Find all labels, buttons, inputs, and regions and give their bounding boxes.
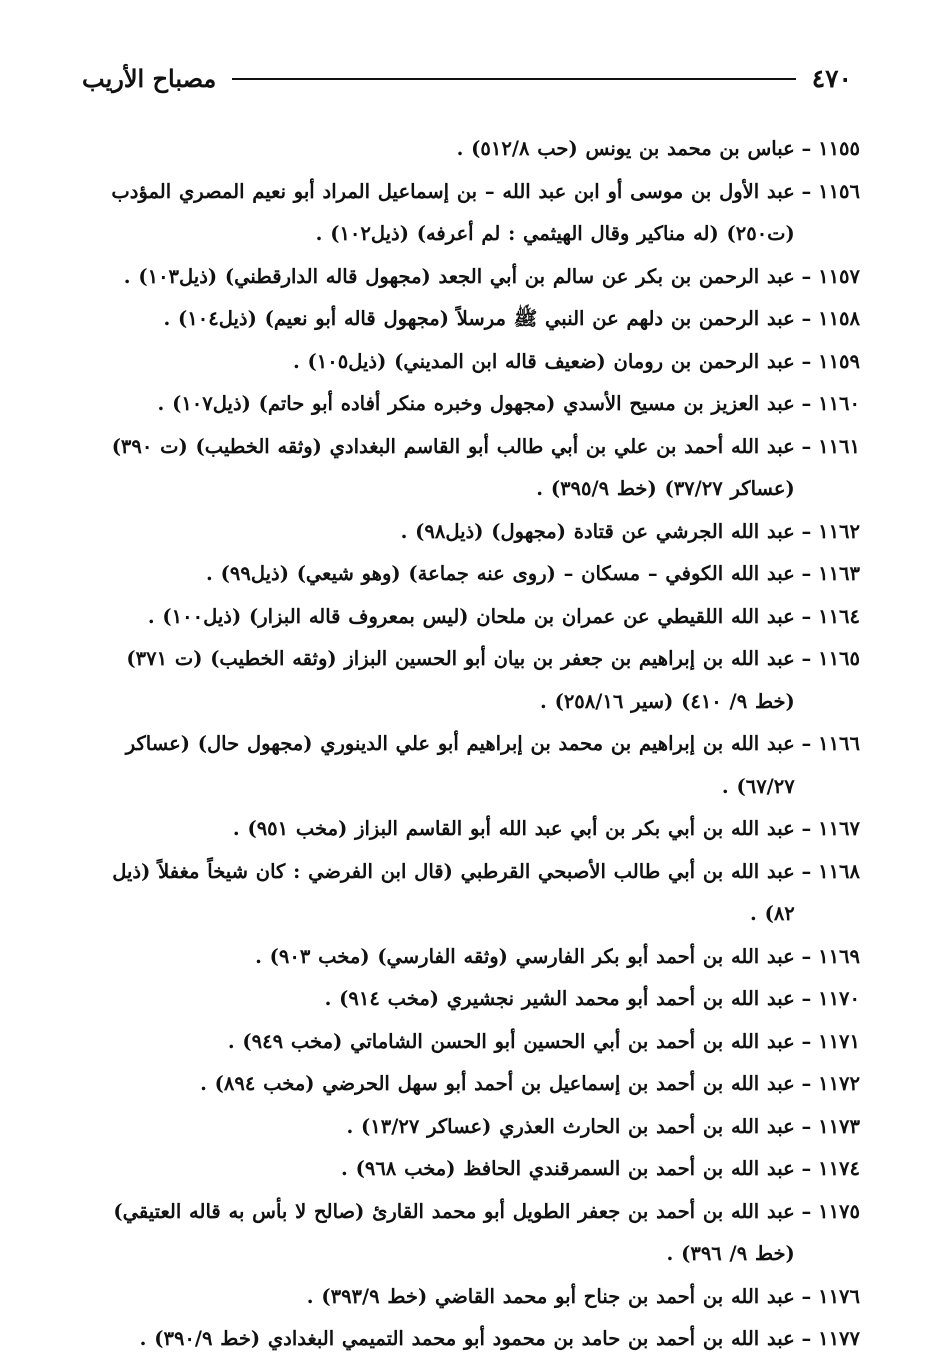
entry-number: ١١٧٠	[818, 987, 860, 1010]
entry-number: ١١٥٥	[818, 137, 860, 160]
entry-separator: –	[794, 944, 819, 968]
entry-text: عبد الرحمن بن بكر عن سالم بن أبي الجعد (مجهول قاله الدارقطني) (ذيل١٠٣) .	[123, 264, 795, 288]
entry-number: ١١٧٧	[818, 1327, 860, 1350]
entry-text: عبد الله بن أحمد بن السمرقندي الحافظ (مخب ٩٦٨) .	[341, 1157, 795, 1180]
list-item	[100, 553, 860, 596]
entry-number: ١١٧٢	[818, 1072, 860, 1095]
entry-separator: –	[794, 264, 819, 288]
entry-separator: –	[794, 137, 819, 160]
list-item	[100, 256, 860, 299]
entry-number: ١١٥٧	[818, 264, 860, 288]
entry-separator: –	[794, 1327, 819, 1350]
entry-number: ١١٦٢	[818, 519, 860, 543]
list-item	[100, 1063, 860, 1106]
entry-text: عبد الله بن أحمد أبو بكر الفارسي (وثقه الفارسي) (مخب ٩٠٣) .	[255, 944, 795, 968]
entry-text: عبد الله بن أبي بكر بن أبي عبد الله أبو القاسم البزاز (مخب ٩٥١) .	[232, 817, 795, 840]
page-number: ٤٧٠	[811, 63, 852, 93]
list-item	[100, 936, 860, 979]
entry-text: عبد الله بن أحمد بن إسماعيل بن أحمد أبو سهل الحرضي (مخب ٨٩٤) .	[200, 1072, 795, 1095]
list-item	[100, 638, 860, 723]
header-rule	[232, 78, 795, 80]
entry-text: عبد الله بن أحمد بن أبي الحسين أبو الحسن الشاماتي (مخب ٩٤٩) .	[227, 1029, 795, 1053]
entry-number: ١١٦٠	[818, 392, 860, 415]
entry-number: ١١٦١	[818, 434, 860, 458]
entry-text: عبد الأول بن موسى أو ابن عبد الله – بن إسماعيل المراد أبو نعيم المصري المؤدب (ت٢٥٠) (له مناكير وقال الهيثمي : لم أعرفه) (ذيل١٠٢) .	[111, 179, 795, 245]
entry-number: ١١٦٣	[818, 562, 860, 585]
entry-number: ١١٦٨	[818, 859, 860, 883]
entry-text: عبد الله اللقيطي عن عمران بن ملحان (ليس بمعروف قاله البزار) (ذيل١٠٠) .	[147, 604, 795, 628]
entry-separator: –	[794, 604, 819, 628]
entry-separator: –	[794, 1199, 819, 1223]
entry-text: عبد الله بن أحمد أبو محمد الشير نجشيري (مخب ٩١٤) .	[324, 987, 795, 1010]
entry-separator: –	[794, 732, 819, 755]
entry-text: عباس بن محمد بن يونس (حب ٥١٢/٨) .	[456, 137, 795, 160]
entry-separator: –	[794, 179, 819, 203]
entry-separator: –	[794, 859, 819, 883]
list-item	[100, 171, 860, 256]
list-item	[100, 723, 860, 808]
list-item	[100, 808, 860, 851]
list-item	[100, 511, 860, 554]
entry-separator: –	[794, 1284, 819, 1308]
entry-number: ١١٧٦	[818, 1284, 860, 1308]
list-item	[100, 1191, 860, 1276]
list-item	[100, 1276, 860, 1319]
entry-number: ١١٦٦	[818, 732, 860, 755]
page-header	[82, 58, 852, 98]
book-title: مصباح الأريب	[82, 63, 217, 93]
entry-separator: –	[794, 519, 819, 543]
list-item	[100, 1021, 860, 1064]
entry-separator: –	[794, 307, 819, 330]
list-item	[100, 1148, 860, 1191]
list-item	[100, 426, 860, 511]
entry-separator: –	[794, 392, 819, 415]
entry-text: عبد الله الجرشي عن قتادة (مجهول) (ذيل٩٨) .	[400, 519, 795, 543]
entry-separator: –	[794, 1114, 819, 1138]
list-item	[100, 298, 860, 341]
entry-text: عبد الله بن أبي طالب الأصبحي القرطبي (قال ابن الفرضي : كان شيخاً مغفلاً (ذيل ٨٢) .	[112, 859, 795, 925]
entry-separator: –	[794, 647, 819, 670]
entry-text: عبد العزيز بن مسيح الأسدي (مجهول وخبره منكر أفاده أبو حاتم) (ذيل١٠٧) .	[157, 392, 795, 415]
entry-separator: –	[794, 349, 819, 373]
entry-number: ١١٧٣	[818, 1114, 860, 1138]
entry-text: عبد الله بن أحمد بن حامد بن محمود أبو محمد التميمي البغدادي (خط ٣٩٠/٩) .	[139, 1327, 795, 1350]
list-item	[100, 128, 860, 171]
list-item	[100, 851, 860, 936]
entry-text: عبد الله أحمد بن علي بن أبي طالب أبو القاسم البغدادي (وثقه الخطيب) (ت ٣٩٠) (عساكر ٣٧/٢٧) (خط ٣٩٥/٩) .	[111, 434, 795, 500]
entry-text: عبد الرحمن بن دلهم عن النبي ﷺ مرسلاً (مجهول قاله أبو نعيم) (ذيل١٠٤) .	[163, 307, 795, 330]
entry-separator: –	[794, 562, 819, 585]
entry-text: عبد الله بن إبراهيم بن جعفر بن بيان أبو الحسين البزاز (وثقه الخطيب) (ت ٣٧١) (خط ٩/ ٤١٠) (سير ٢٥٨/١٦) .	[126, 647, 795, 713]
entry-number: ١١٧١	[818, 1029, 860, 1053]
entry-separator: –	[794, 987, 819, 1010]
entry-text: عبد الله بن إبراهيم بن محمد بن إبراهيم أبو علي الدينوري (مجهول حال) (عساكر ٦٧/٢٧) .	[125, 732, 795, 798]
list-item	[100, 1106, 860, 1149]
entry-number: ١١٥٨	[818, 307, 860, 330]
entry-number: ١١٦٤	[818, 604, 860, 628]
entry-number: ١١٦٧	[818, 817, 860, 840]
entry-separator: –	[794, 1157, 819, 1180]
entry-list	[100, 128, 860, 1361]
entry-number: ١١٧٤	[818, 1157, 860, 1180]
entry-text: عبد الله بن أحمد بن جعفر الطويل أبو محمد القارئ (صالح لا بأس به قاله العتيقي) (خط ٩/ ٣٩٦) .	[113, 1199, 795, 1265]
list-item	[100, 978, 860, 1021]
list-item	[100, 341, 860, 384]
entry-number: ١١٦٩	[818, 944, 860, 968]
entry-separator: –	[794, 434, 819, 458]
entry-number: ١١٥٩	[818, 349, 860, 373]
entry-text: عبد الله بن أحمد بن الحارث العذري (عساكر ١٣/٢٧) .	[346, 1114, 795, 1138]
list-item	[100, 383, 860, 426]
entry-number: ١١٥٦	[818, 179, 860, 203]
entry-number: ١١٧٥	[818, 1199, 860, 1223]
list-item	[100, 1318, 860, 1361]
entry-separator: –	[794, 1072, 819, 1095]
entry-text: عبد الله الكوفي – مسكان – (روى عنه جماعة) (وهو شيعي) (ذيل٩٩) .	[206, 562, 795, 585]
entry-separator: –	[794, 1029, 819, 1053]
list-item	[100, 596, 860, 639]
entry-text: عبد الله بن أحمد بن جناح أبو محمد القاضي (خط ٣٩٣/٩) .	[306, 1284, 795, 1308]
entry-separator: –	[794, 817, 819, 840]
entry-number: ١١٦٥	[818, 647, 860, 670]
entry-text: عبد الرحمن بن رومان (ضعيف قاله ابن المديني) (ذيل١٠٥) .	[292, 349, 795, 373]
